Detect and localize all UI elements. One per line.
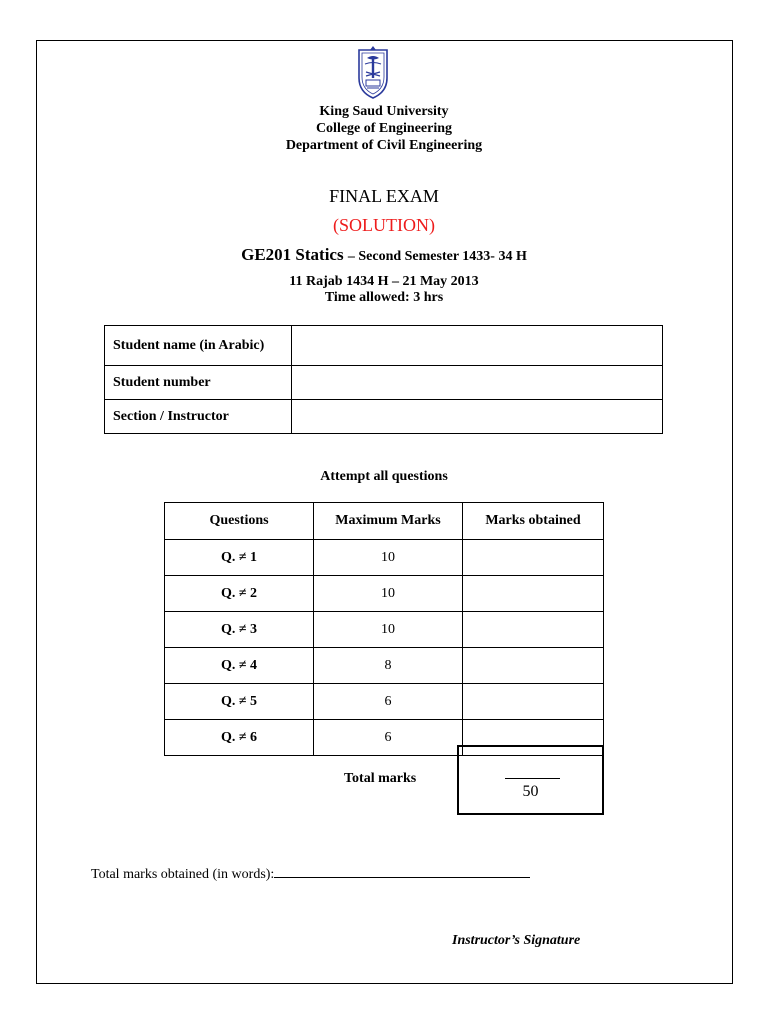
student-name-label: Student name (in Arabic) (105, 326, 292, 366)
max-marks: 10 (314, 612, 463, 648)
instructions: Attempt all questions (320, 469, 448, 484)
marks-table (164, 502, 604, 756)
total-in-words-label: Total marks obtained (in words): (91, 867, 275, 882)
total-marks-label: Total marks (344, 771, 417, 786)
section-field[interactable] (292, 400, 663, 434)
instructor-signature-label: Instructor’s Signature (452, 933, 581, 948)
course-name: GE201 Statics (241, 245, 344, 264)
question-label: Q. ≠ 2 (165, 576, 314, 612)
marks-obtained-cell[interactable] (463, 612, 604, 648)
exam-date: 11 Rajab 1434 H – 21 May 2013 (289, 274, 479, 289)
student-name-field[interactable] (292, 326, 663, 366)
section-label: Section / Instructor (105, 400, 292, 434)
student-name-row (105, 326, 663, 366)
course-line (0, 245, 768, 265)
max-marks: 6 (314, 720, 463, 756)
header-maximum-marks: Maximum Marks (314, 503, 463, 540)
marks-obtained-cell[interactable] (463, 576, 604, 612)
student-info-table (104, 325, 663, 434)
university-header (0, 103, 768, 154)
table-row (165, 648, 604, 684)
question-label: Q. ≠ 3 (165, 612, 314, 648)
max-marks: 6 (314, 684, 463, 720)
exam-date-block (0, 274, 768, 306)
question-label: Q. ≠ 4 (165, 648, 314, 684)
table-row (165, 684, 604, 720)
exam-title: FINAL EXAM (329, 186, 439, 206)
total-in-words (91, 865, 530, 883)
student-number-label: Student number (105, 366, 292, 400)
college-name: College of Engineering (315, 121, 453, 136)
header-questions: Questions (165, 503, 314, 540)
university-logo (353, 44, 393, 100)
time-allowed: Time allowed: 3 hrs (324, 290, 444, 305)
table-row (165, 612, 604, 648)
question-label: Q. ≠ 5 (165, 684, 314, 720)
department-name: Department of Civil Engineering (285, 138, 483, 153)
max-marks: 8 (314, 648, 463, 684)
total-max-value: 50 (522, 783, 539, 800)
marks-obtained-cell[interactable] (463, 648, 604, 684)
total-obtained-line (505, 778, 560, 779)
student-number-field[interactable] (292, 366, 663, 400)
table-row (165, 576, 604, 612)
student-number-row (105, 366, 663, 400)
max-marks: 10 (314, 540, 463, 576)
solution-label: (SOLUTION) (333, 215, 435, 235)
max-marks: 10 (314, 576, 463, 612)
question-label: Q. ≠ 1 (165, 540, 314, 576)
university-name: King Saud University (319, 104, 449, 119)
header-marks-obtained: Marks obtained (463, 503, 604, 540)
marks-obtained-cell[interactable] (463, 684, 604, 720)
total-in-words-blank[interactable] (274, 865, 530, 878)
section-row (105, 400, 663, 434)
marks-header-row (165, 503, 604, 540)
marks-obtained-cell[interactable] (463, 540, 604, 576)
table-row (165, 540, 604, 576)
semester: – Second Semester 1433- 34 H (347, 249, 527, 264)
question-label: Q. ≠ 6 (165, 720, 314, 756)
total-marks-box[interactable] (457, 745, 604, 815)
